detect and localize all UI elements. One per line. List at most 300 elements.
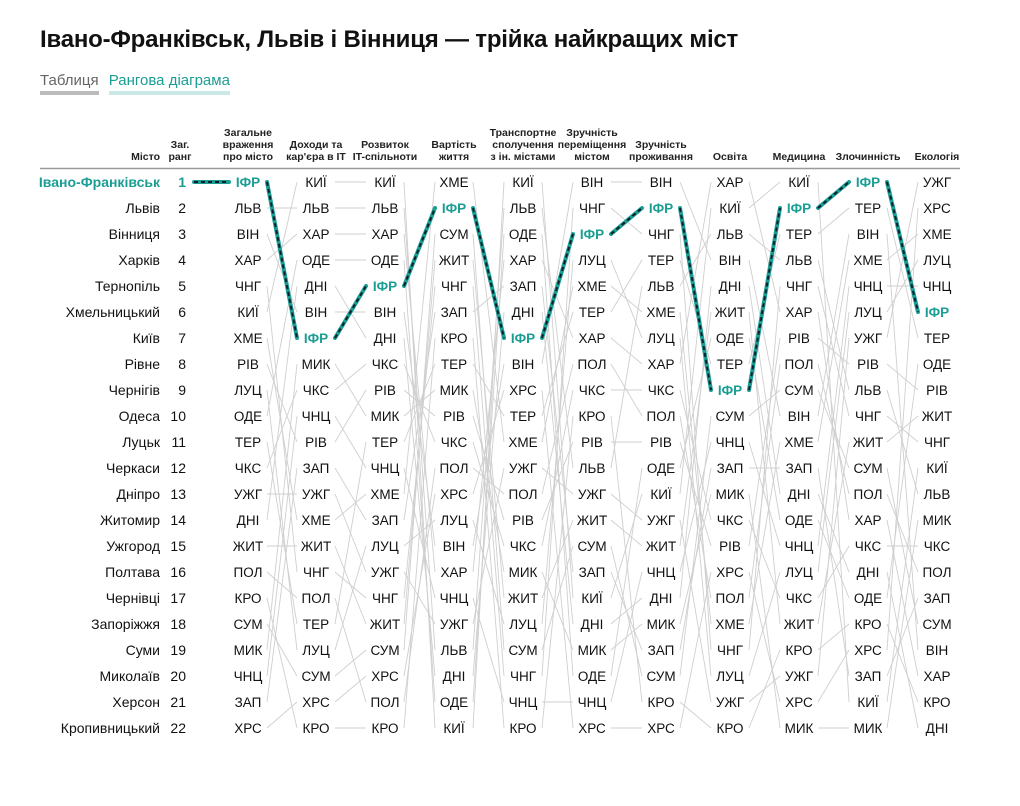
cell-code: ПОЛ [233,565,263,580]
cell-code: ЖИТ [507,591,539,606]
cell-code: ОДЕ [233,409,263,424]
connector-line [335,494,366,520]
cell-code: ЛЬВ [302,201,330,216]
connector-line [335,650,366,676]
cell-code: ХМЕ [922,227,952,242]
cell-code: УЖГ [922,175,952,190]
cell-code: ХРС [647,721,675,736]
connector-line [335,468,366,520]
connector-line [473,338,504,728]
connector-line [887,520,918,728]
connector-line [680,572,711,728]
connector-line [473,234,504,702]
cell-code: ПОЛ [508,487,538,502]
cell-code: ПОЛ [715,591,745,606]
cell-code: ЗАП [647,643,675,658]
cell-code: ОДЕ [853,591,883,606]
city-label: Харків [118,252,160,268]
cell-code: МИК [853,721,883,736]
cell-code: ЛУЦ [854,305,882,320]
cell-code: ДНІ [236,513,260,528]
rank-label: 18 [170,616,186,632]
connector-line [611,338,642,364]
cell-code: МИК [646,617,676,632]
cell-code: УЖГ [439,617,469,632]
connector-line [335,390,366,442]
cell-code: ЧНГ [302,565,330,580]
cell-code: КРО [302,721,330,736]
header-category: з ін. містами [490,151,556,163]
cell-code: УЖГ [646,513,676,528]
cell-code: ЧКС [854,539,882,554]
cell-code: КРО [371,721,399,736]
header-category: Вартість [431,139,477,151]
cell-code: ВІН [649,175,673,190]
cell-code: ПОЛ [853,487,883,502]
city-label: Черкаси [106,460,160,476]
connector-line [335,416,366,468]
cell-code: ІФР [303,331,329,346]
cell-code: ЧКС [509,539,537,554]
highlight-line-dash [267,182,297,338]
cell-code: ОДЕ [370,253,400,268]
cell-code: РІВ [719,539,741,554]
cell-code: ЧНГ [854,409,882,424]
cell-code: ХМЕ [784,435,814,450]
rank-label: 9 [178,382,186,398]
cell-code: ЛУЦ [785,565,813,580]
cell-code: ОДЕ [922,357,952,372]
cell-code: ЛЬВ [785,253,813,268]
cell-code: ХМЕ [370,487,400,502]
cell-code: ЖИТ [852,435,884,450]
cell-code: ХРС [578,721,606,736]
cell-code: РІВ [305,435,327,450]
connector-line [887,624,918,702]
cell-code: ІФР [579,227,605,242]
header-category: життя [438,151,470,163]
connector-line [611,494,642,598]
connector-line [887,364,918,598]
cell-code: ПОЛ [577,357,607,372]
header-category: враження [222,139,274,151]
header-category: про місто [222,151,274,163]
cell-code: ХМЕ [577,279,607,294]
header-category: IT-спільноти [352,151,418,163]
cell-code: ПОЛ [301,591,331,606]
cell-code: ТЕР [234,435,262,450]
rank-label: 22 [170,720,186,736]
cell-code: ІФР [235,175,261,190]
rank-label: 5 [178,278,186,294]
connector-line [611,598,642,624]
cell-code: ХРС [854,643,882,658]
cell-code: ЧНГ [647,227,675,242]
cell-code: ХРС [234,721,262,736]
cell-code: СУМ [853,461,883,476]
cell-code: ТЕР [923,331,951,346]
cell-code: ІФР [924,305,950,320]
cell-code: ІФР [510,331,536,346]
cell-code: КИЇ [650,487,672,502]
cell-code: ЛУЦ [923,253,951,268]
cell-code: СУМ [508,643,538,658]
cell-code: ЧНЦ [233,669,263,684]
rank-label: 3 [178,226,186,242]
cell-code: ТЕР [716,357,744,372]
cell-code: ЛУЦ [302,643,330,658]
cell-code: ЧНГ [371,591,399,606]
cell-code: ЖИТ [576,513,608,528]
cell-code: ХАР [578,331,606,346]
cell-code: ЧКС [578,383,606,398]
rank-label: 20 [170,668,186,684]
city-label: Полтава [105,564,160,580]
connector-line [335,676,366,702]
rank-label: 16 [170,564,186,580]
cell-code: КИЇ [374,175,396,190]
cell-code: ДНІ [304,279,328,294]
cell-code: ХРС [302,695,330,710]
cell-code: ЖИТ [783,617,815,632]
cell-code: ЗАП [578,565,606,580]
cell-code: ЧКС [716,513,744,528]
cell-code: ЗАП [440,305,468,320]
cell-code: СУМ [922,617,952,632]
cell-code: ХАР [234,253,262,268]
cell-code: ОДЕ [784,513,814,528]
cell-code: ПОЛ [784,357,814,372]
header-category: проживання [629,151,693,163]
cell-code: УЖГ [784,669,814,684]
connector-line [404,338,435,676]
cell-code: ХРС [716,565,744,580]
header-rank: Заг. [170,139,190,151]
cell-code: ВІН [718,253,742,268]
rank-label: 8 [178,356,186,372]
connector-line [335,598,366,702]
cell-code: ЗАП [923,591,951,606]
cell-code: ЛУЦ [371,539,399,554]
cell-code: КИЇ [237,305,259,320]
cell-code: СУМ [784,383,814,398]
cell-code: ЧНЦ [577,695,607,710]
cell-code: ЧНГ [440,279,468,294]
cell-code: РІВ [926,383,948,398]
cell-code: ВІН [236,227,260,242]
city-label: Дніпро [116,486,160,502]
cell-code: ХМЕ [439,175,469,190]
cell-code: РІВ [857,357,879,372]
cell-code: ЖИТ [300,539,332,554]
cell-code: ЛЬВ [440,643,468,658]
cell-code: ХМЕ [853,253,883,268]
city-label: Львів [125,200,160,216]
cell-code: ЖИТ [438,253,470,268]
cell-code: ЛЬВ [854,383,882,398]
cell-code: МИК [577,643,607,658]
connector-line [887,364,918,390]
cell-code: КРО [716,721,744,736]
cell-code: ПОЛ [439,461,469,476]
cell-code: ЛЬВ [647,279,675,294]
cell-code: ХМЕ [233,331,263,346]
cell-code: ЖИТ [645,539,677,554]
cell-code: ТЕР [440,357,468,372]
cell-code: МИК [715,487,745,502]
cell-code: МИК [301,357,331,372]
cell-code: РІВ [650,435,672,450]
cell-code: ІФР [717,383,743,398]
page-title: Івано-Франківськ, Львів і Вінниця — трійка найкращих міст [40,26,739,53]
rank-label: 17 [170,590,186,606]
cell-code: СУМ [577,539,607,554]
connector-line [611,520,642,546]
connector-line [887,520,918,676]
connector-line [887,572,918,728]
cell-code: ХРС [440,487,468,502]
cell-code: РІВ [788,331,810,346]
connector-line [404,312,435,520]
cell-code: ХАР [440,565,468,580]
cell-code: КИЇ [719,201,741,216]
cell-code: ЛУЦ [647,331,675,346]
cell-code: ПОЛ [922,565,952,580]
cell-code: ПОЛ [370,695,400,710]
cell-code: МИК [370,409,400,424]
rank-label: 11 [171,434,186,450]
rank-label: 15 [170,538,186,554]
header-category: Освіта [712,151,748,163]
cell-code: ХАР [371,227,399,242]
city-label: Суми [125,642,160,658]
city-label: Одеса [118,408,160,424]
cell-code: РІВ [374,383,396,398]
connector-line [749,364,780,598]
cell-code: ВІН [580,175,604,190]
cell-code: МИК [922,513,952,528]
city-label: Рівне [124,356,160,372]
connector-line [611,416,642,702]
cell-code: КИЇ [512,175,534,190]
cell-code: ЗАП [509,279,537,294]
cell-code: МИК [508,565,538,580]
connector-line [335,364,366,416]
cell-code: ЛУЦ [716,669,744,684]
cell-code: ЧНЦ [715,435,745,450]
cell-code: ТЕР [509,409,537,424]
header-category: Розвиток [361,139,409,151]
cell-code: УЖГ [508,461,538,476]
cell-code: ЧНГ [923,435,951,450]
rank-label: 6 [178,304,186,320]
rank-label: 7 [178,330,186,346]
cell-code: ХАР [854,513,882,528]
city-label: Луцьк [122,434,160,450]
city-label: Запоріжжя [91,616,160,632]
city-label: Івано-Франківськ [38,174,160,190]
cell-code: УЖГ [233,487,263,502]
cell-code: УЖГ [715,695,745,710]
cell-code: ДНІ [580,617,604,632]
cell-code: ХАР [509,253,537,268]
rank-label: 12 [170,460,186,476]
cell-code: ЧКС [785,591,813,606]
cell-code: ЛЬВ [509,201,537,216]
rank-label: 4 [178,252,186,268]
header-category: Транспортне [489,127,557,139]
cell-code: ЧНЦ [784,539,814,554]
city-label: Херсон [112,694,160,710]
cell-code: ВІН [511,357,535,372]
cell-code: ХАР [647,357,675,372]
rank-label: 21 [170,694,186,710]
header-category: сполучення [492,139,554,151]
connector-line [749,572,780,676]
highlight-line [818,182,849,208]
connector-line [335,364,366,390]
cell-code: УЖГ [853,331,883,346]
cell-code: ТЕР [785,227,813,242]
cell-code: УЖГ [370,565,400,580]
connector-line [542,520,573,598]
rank-label: 1 [178,174,186,190]
cell-code: ХАР [716,175,744,190]
cell-code: ЗАП [716,461,744,476]
cell-code: УЖГ [577,487,607,502]
cell-code: ВІН [856,227,880,242]
cell-code: КИЇ [581,591,603,606]
cell-code: РІВ [237,357,259,372]
connector-line [818,390,849,468]
city-label: Київ [132,330,160,346]
cell-code: ПОЛ [646,409,676,424]
cell-code: ЛУЦ [440,513,468,528]
cell-code: ЛУЦ [578,253,606,268]
connector-line [404,260,435,702]
cell-code: ЧНЦ [370,461,400,476]
header-category: містом [574,151,610,163]
connector-line [611,286,642,312]
cell-code: ЗАП [854,669,882,684]
cell-code: ХМЕ [646,305,676,320]
cell-code: МИК [233,643,263,658]
header-category: переміщення [557,139,627,151]
tab-rank-chart[interactable]: Рангова діаграма [109,72,230,95]
cell-code: РІВ [443,409,465,424]
tab-table[interactable]: Таблиця [40,72,99,95]
rank-label: 2 [178,200,186,216]
cell-code: КРО [854,617,882,632]
connector-line [267,598,297,728]
city-label: Чернігів [108,382,160,398]
cell-code: ЧКС [923,539,951,554]
cell-code: ЧКС [302,383,330,398]
header-category: Загальне [224,127,272,139]
header-category: Злочинність [835,151,901,163]
cell-code: ВІН [787,409,811,424]
cell-code: КРО [234,591,262,606]
cell-code: КИЇ [305,175,327,190]
cell-code: ЧНЦ [646,565,676,580]
connector-line [404,338,435,728]
cell-code: ЖИТ [921,409,953,424]
city-label: Хмельницький [65,304,160,320]
cell-code: ЗАП [371,513,399,528]
cell-code: ДНІ [787,487,811,502]
cell-code: КИЇ [443,721,465,736]
cell-code: КРО [647,695,675,710]
cell-code: ЧКС [371,357,399,372]
cell-code: ХРС [923,201,951,216]
rank-label: 10 [170,408,186,424]
cell-code: СУМ [233,617,263,632]
cell-code: ДНІ [373,331,397,346]
cell-code: ЧНГ [578,201,606,216]
city-label: Ужгород [106,538,160,554]
cell-code: СУМ [370,643,400,658]
connector-line [611,468,642,676]
cell-code: ЛЬВ [371,201,399,216]
city-label: Миколаїв [99,668,160,684]
cell-code: ЖИТ [714,305,746,320]
cell-code: ОДЕ [646,461,676,476]
cell-code: ЛЬВ [716,227,744,242]
cell-code: ВІН [442,539,466,554]
rank-label: 19 [170,642,186,658]
city-label: Тернопіль [94,278,160,294]
header-city: Місто [131,151,160,163]
cell-code: ДНІ [511,305,535,320]
cell-code: ДНІ [442,669,466,684]
cell-code: ОДЕ [508,227,538,242]
cell-code: ТЕР [302,617,330,632]
cell-code: ВІН [304,305,328,320]
cell-code: СУМ [646,669,676,684]
cell-code: ЧНГ [509,669,537,684]
cell-code: ЧКС [440,435,468,450]
cell-code: ЧКС [234,461,262,476]
cell-code: ЧНГ [716,643,744,658]
header-category: Екологія [914,151,960,163]
cell-code: ЛЬВ [923,487,951,502]
cell-code: ОДЕ [577,669,607,684]
rank-label: 13 [170,486,186,502]
cell-code: ХМЕ [508,435,538,450]
cell-code: ХРС [509,383,537,398]
cell-code: ХАР [302,227,330,242]
connector-line [749,390,780,416]
cell-code: МИК [784,721,814,736]
cell-code: КРО [923,695,951,710]
cell-code: СУМ [439,227,469,242]
cell-code: РІВ [581,435,603,450]
cell-code: ХАР [785,305,813,320]
cell-code: ХАР [923,669,951,684]
header-category: Зручність [566,127,618,139]
cell-code: ЧНЦ [853,279,883,294]
connector-line [818,208,849,234]
cell-code: ІФР [786,201,812,216]
cell-code: ХРС [371,669,399,684]
cell-code: ЧНЦ [301,409,331,424]
header-category: Медицина [772,151,826,163]
cell-code: ЧНГ [785,279,813,294]
cell-code: ДНІ [649,591,673,606]
cell-code: ДНІ [925,721,949,736]
cell-code: КИЇ [857,695,879,710]
cell-code: ТЕР [578,305,606,320]
